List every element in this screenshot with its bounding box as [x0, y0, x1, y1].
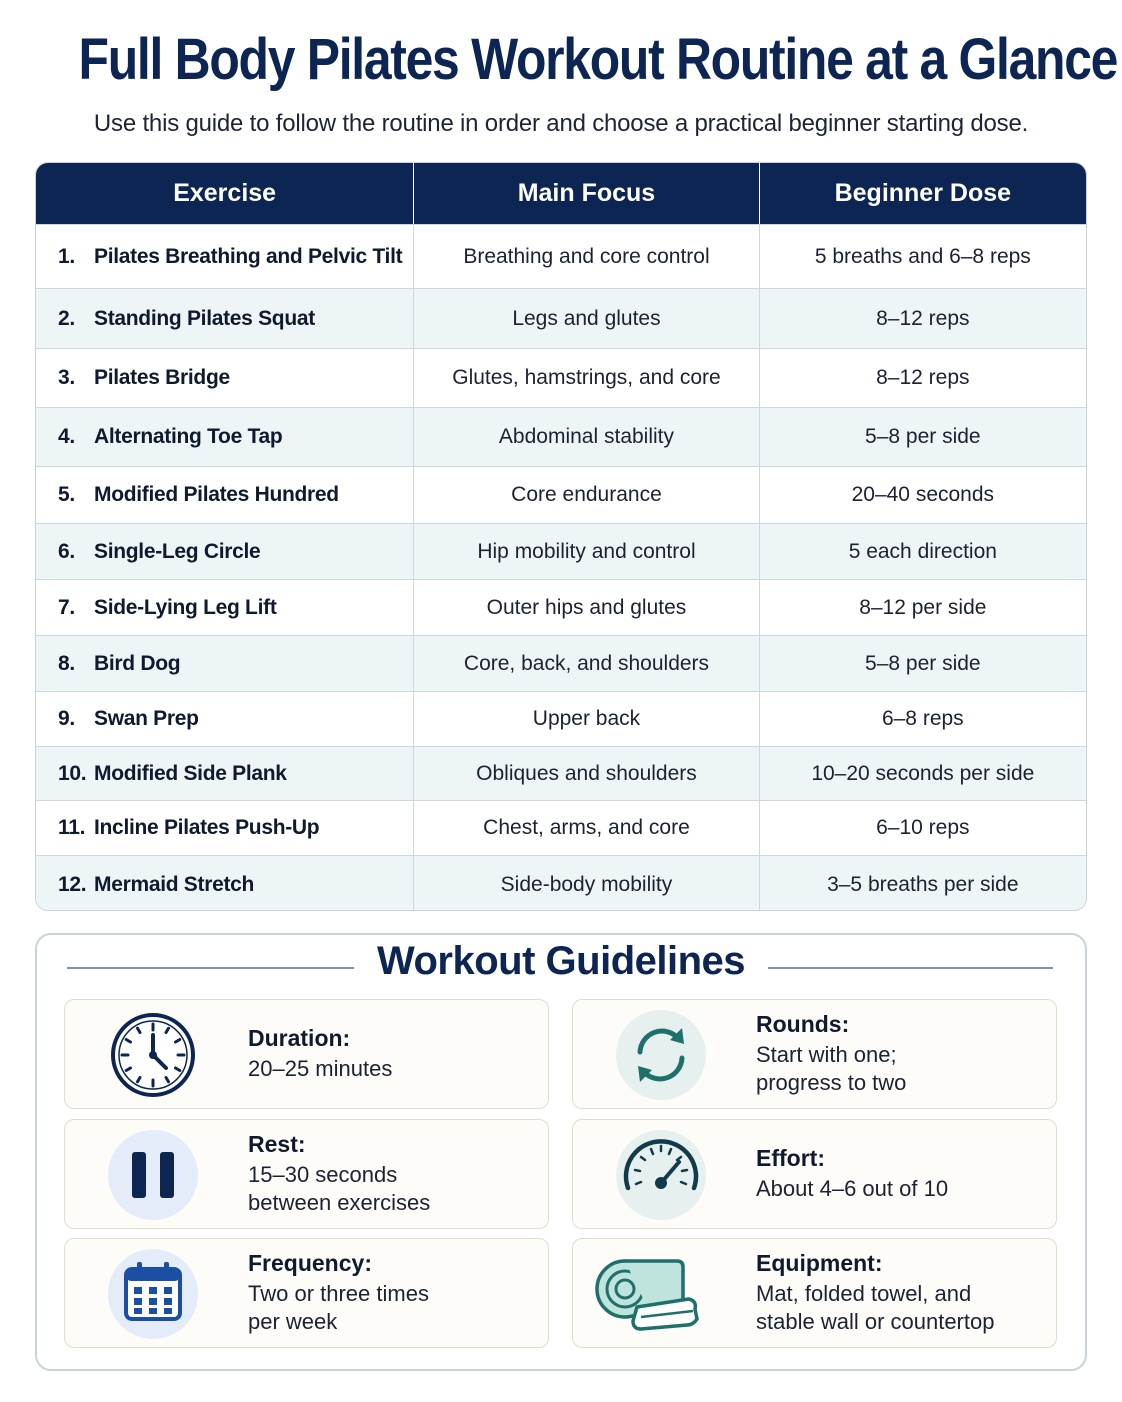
exercise-cell	[36, 225, 414, 288]
focus-cell: Glutes, hamstrings, and core	[414, 349, 759, 407]
exercise-name: Mermaid Stretch	[94, 872, 255, 896]
exercise-name: Swan Prep	[94, 707, 199, 730]
exercise-name: Bird Dog	[94, 651, 181, 675]
page-subtitle: Use this guide to follow the routine in order and choose a practical beginner starting dose.	[93, 110, 1029, 137]
guideline-label: Rest:	[248, 1131, 306, 1157]
exercise-name: Side-Lying Leg Lift	[94, 595, 277, 619]
guideline-label: Rounds:	[756, 1011, 850, 1037]
exercise-name: Pilates Breathing and Pelvic Tilt	[94, 244, 403, 268]
guideline-text	[248, 1000, 392, 1108]
focus-cell: Core, back, and shoulders	[414, 636, 759, 691]
guideline-value: About 4–6 out of 10	[756, 1176, 949, 1201]
table-row	[36, 523, 1086, 579]
row-number: 1.	[58, 244, 75, 268]
mat-towel-icon	[589, 1249, 709, 1339]
focus-cell: Hip mobility and control	[414, 524, 759, 579]
exercise-cell	[36, 349, 414, 407]
header-beginner-dose: Beginner Dose	[834, 179, 1012, 207]
dose-cell: 8–12 per side	[859, 595, 987, 619]
exercise-name: Modified Side Plank	[94, 761, 287, 785]
row-number: 8.	[58, 651, 75, 675]
table-row	[36, 288, 1086, 348]
clock-icon	[108, 1010, 198, 1100]
focus-cell: Abdominal stability	[414, 408, 759, 466]
row-number: 10.	[58, 761, 87, 785]
repeat-icon	[616, 1010, 706, 1100]
exercise-cell	[36, 580, 414, 635]
guideline-text	[248, 1120, 448, 1228]
focus-cell: Upper back	[414, 692, 759, 746]
row-number: 6.	[58, 539, 75, 563]
focus-cell: Chest, arms, and core	[414, 801, 759, 855]
guideline-text	[756, 1000, 926, 1108]
table-row	[36, 855, 1086, 911]
exercise-cell	[36, 801, 414, 855]
row-number: 9.	[58, 707, 75, 730]
dose-cell: 3–5 breaths per side	[827, 872, 1019, 896]
table-row	[36, 746, 1086, 800]
dose-cell: 6–10 reps	[876, 816, 970, 839]
dose-cell: 6–8 reps	[881, 707, 964, 730]
exercise-cell	[36, 408, 414, 466]
guideline-label: Duration:	[248, 1025, 351, 1051]
exercise-cell	[36, 467, 414, 523]
focus-cell: Side-body mobility	[414, 856, 759, 911]
dose-cell: 5–8 per side	[865, 651, 981, 675]
exercise-cell	[36, 747, 414, 800]
guideline-card-rounds	[572, 999, 1057, 1109]
guideline-card-rest	[64, 1119, 549, 1229]
guideline-value: 15–30 seconds between exercises	[248, 1162, 431, 1215]
table-row	[36, 466, 1086, 523]
exercise-name: Pilates Bridge	[94, 366, 230, 389]
table-row	[36, 635, 1086, 691]
table-row	[36, 224, 1086, 288]
table-row	[36, 579, 1086, 635]
dose-cell: 10–20 seconds per side	[811, 761, 1035, 785]
dose-cell: 8–12 reps	[876, 306, 970, 330]
row-number: 3.	[58, 366, 75, 389]
row-number: 2.	[58, 306, 75, 330]
pause-icon	[108, 1130, 198, 1220]
guideline-card-duration	[64, 999, 549, 1109]
guideline-value: Start with one; progress to two	[756, 1042, 907, 1095]
focus-cell: Obliques and shoulders	[414, 747, 759, 800]
guideline-value: Mat, folded towel, and stable wall or countertop	[756, 1281, 995, 1334]
exercise-cell	[36, 289, 414, 348]
guideline-text	[248, 1239, 448, 1347]
exercise-cell	[36, 636, 414, 691]
row-number: 4.	[58, 425, 75, 448]
dose-cell: 20–40 seconds	[851, 483, 995, 506]
guideline-text	[756, 1239, 1006, 1347]
guideline-label: Frequency:	[248, 1250, 372, 1276]
guideline-card-equipment	[572, 1238, 1057, 1348]
exercise-name: Standing Pilates Squat	[94, 306, 315, 330]
guidelines-title: Workout Guidelines	[376, 939, 746, 983]
dose-cell: 5 each direction	[848, 539, 997, 563]
table-row	[36, 407, 1086, 466]
focus-cell: Breathing and core control	[414, 225, 759, 288]
exercise-name: Incline Pilates Push-Up	[94, 816, 320, 839]
page-title: Full Body Pilates Workout Routine at a Glance	[78, 27, 1118, 92]
guideline-value: Two or three times per week	[248, 1281, 429, 1334]
exercise-name: Alternating Toe Tap	[94, 425, 283, 448]
focus-cell: Outer hips and glutes	[414, 580, 759, 635]
exercise-name: Modified Pilates Hundred	[94, 483, 339, 506]
focus-cell: Core endurance	[414, 467, 759, 523]
exercise-name: Single-Leg Circle	[94, 539, 261, 563]
guideline-card-effort	[572, 1119, 1057, 1229]
exercise-cell	[36, 524, 414, 579]
gauge-icon	[616, 1130, 706, 1220]
routine-table	[35, 162, 1087, 911]
exercise-cell	[36, 692, 414, 746]
guideline-label: Effort:	[756, 1145, 825, 1171]
table-row	[36, 800, 1086, 855]
header-exercise: Exercise	[36, 163, 414, 224]
guideline-label: Equipment:	[756, 1250, 883, 1276]
row-number: 12.	[58, 872, 87, 896]
focus-cell: Legs and glutes	[414, 289, 759, 348]
table-row	[36, 348, 1086, 407]
table-row	[36, 691, 1086, 746]
guideline-value: 20–25 minutes	[248, 1056, 393, 1081]
row-number: 5.	[58, 483, 75, 506]
dose-cell: 8–12 reps	[876, 366, 970, 389]
guideline-card-frequency	[64, 1238, 549, 1348]
exercise-cell	[36, 856, 414, 911]
calendar-icon	[108, 1249, 198, 1339]
dose-cell: 5 breaths and 6–8 reps	[814, 244, 1031, 268]
dose-cell: 5–8 per side	[865, 425, 981, 448]
workout-guidelines-panel	[35, 933, 1087, 1371]
guideline-text	[756, 1120, 948, 1228]
header-main-focus: Main Focus	[414, 163, 759, 224]
row-number: 7.	[58, 595, 75, 619]
table-header	[36, 163, 1086, 224]
row-number: 11.	[58, 816, 86, 839]
